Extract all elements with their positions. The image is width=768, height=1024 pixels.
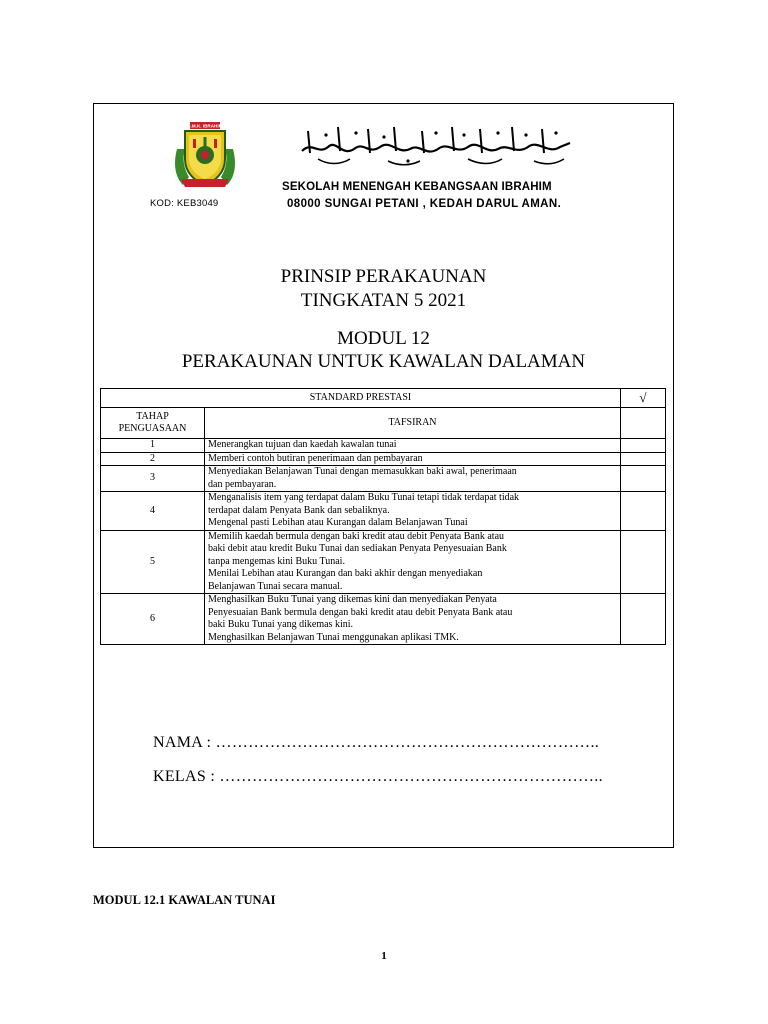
class-field[interactable]: KELAS : …………………………………………………………….. — [153, 768, 603, 785]
school-code: KOD: KEB3049 — [150, 198, 219, 209]
level-cell: 1 — [101, 439, 205, 453]
level-cell: 6 — [101, 594, 205, 645]
level-cell: 2 — [101, 452, 205, 466]
description-line: dan pembayaran. — [208, 478, 277, 490]
description-line: Menerangkan tujuan dan kaedah kawalan tunai — [208, 439, 397, 450]
description-cell — [205, 439, 621, 453]
check-mark-header: √ — [621, 389, 666, 408]
level-cell: 5 — [101, 530, 205, 594]
description-line: tanpa mengemas kini Buku Tunai. — [208, 555, 345, 567]
description-cell — [205, 594, 621, 645]
check-cell[interactable] — [621, 452, 666, 466]
description-line: baki Buku Tunai yang dikemas kini. — [208, 619, 353, 630]
table-row — [101, 466, 666, 492]
subject-title: PRINSIP PERAKAUNAN — [280, 266, 487, 287]
table-row — [101, 452, 666, 466]
description-line: Memilih kaedah bermula dengan baki kredit atau debit Penyata Bank atau — [208, 530, 505, 542]
check-cell[interactable] — [621, 594, 666, 645]
section-heading: MODUL 12.1 KAWALAN TUNAI — [93, 893, 276, 907]
jawi-text: سكوله منڠه كبڠسأن ابراهيم — [298, 121, 310, 122]
description-line: Menghasilkan Buku Tunai yang dikemas kini dan menyediakan Penyata — [208, 594, 497, 605]
form-title: TINGKATAN 5 2021 — [300, 290, 467, 311]
description-line: terdapat dalam Penyata Bank dan sebaliknya. — [208, 504, 390, 516]
description-line: baki debit atau kredit Buku Tunai dan sediakan Penyata Penyesuaian Bank — [208, 543, 507, 554]
table-row — [101, 594, 666, 645]
check-cell[interactable] — [621, 408, 666, 439]
description-cell — [205, 452, 621, 466]
description-line: Menganalisis item yang terdapat dalam Buku Tunai tetapi tidak terdapat tidak — [208, 492, 520, 503]
description-line: Belanjawan Tunai secara manual. — [208, 580, 343, 592]
description-cell — [205, 492, 621, 531]
table-body — [101, 439, 666, 645]
description-line: Memberi contoh butiran penerimaan dan pembayaran — [208, 452, 423, 464]
check-cell[interactable] — [621, 492, 666, 531]
description-cell — [205, 466, 621, 492]
school-name: SEKOLAH MENENGAH KEBANGSAAN IBRAHIM — [282, 181, 552, 193]
description-line: Menyediakan Belanjawan Tunai dengan memasukkan baki awal, penerimaan — [208, 466, 517, 477]
description-line: Penyesuaian Bank bermula dengan baki kredit atau debit Penyata Bank atau — [208, 606, 513, 618]
module-number: MODUL 12 — [337, 328, 430, 349]
column-header-level: TAHAP PENGUASAAN — [101, 408, 205, 439]
school-address: 08000 SUNGAI PETANI , KEDAH DARUL AMAN. — [287, 198, 562, 210]
description-cell — [205, 530, 621, 594]
jawi-school-name-calligraphy — [298, 121, 574, 167]
table-heading: STANDARD PRESTASI — [101, 389, 621, 408]
description-line: Menghasilkan Belanjawan Tunai menggunakan aplikasi TMK. — [208, 631, 459, 643]
check-cell[interactable] — [621, 439, 666, 453]
table-row — [101, 530, 666, 594]
level-cell: 3 — [101, 466, 205, 492]
description-line: Mengenal pasti Lebihan atau Kurangan dalam Belanjawan Tunai — [208, 517, 468, 528]
check-cell[interactable] — [621, 530, 666, 594]
page-number: 1 — [381, 950, 387, 962]
check-cell[interactable] — [621, 466, 666, 492]
school-crest-logo — [169, 119, 241, 191]
level-cell: 4 — [101, 492, 205, 531]
module-title: PERAKAUNAN UNTUK KAWALAN DALAMAN — [181, 351, 586, 372]
crest-banner-text: S.M.K. IBRAHIM — [187, 123, 223, 129]
standard-prestasi-table — [100, 388, 666, 645]
table-row — [101, 492, 666, 531]
name-field[interactable]: NAMA : …………………………………………………………….. — [153, 734, 600, 751]
description-line: Menilai Lebihan atau Kurangan dan baki akhir dengan menyediakan — [208, 568, 483, 579]
table-row — [101, 439, 666, 453]
column-header-description: TAFSIRAN — [205, 408, 621, 439]
